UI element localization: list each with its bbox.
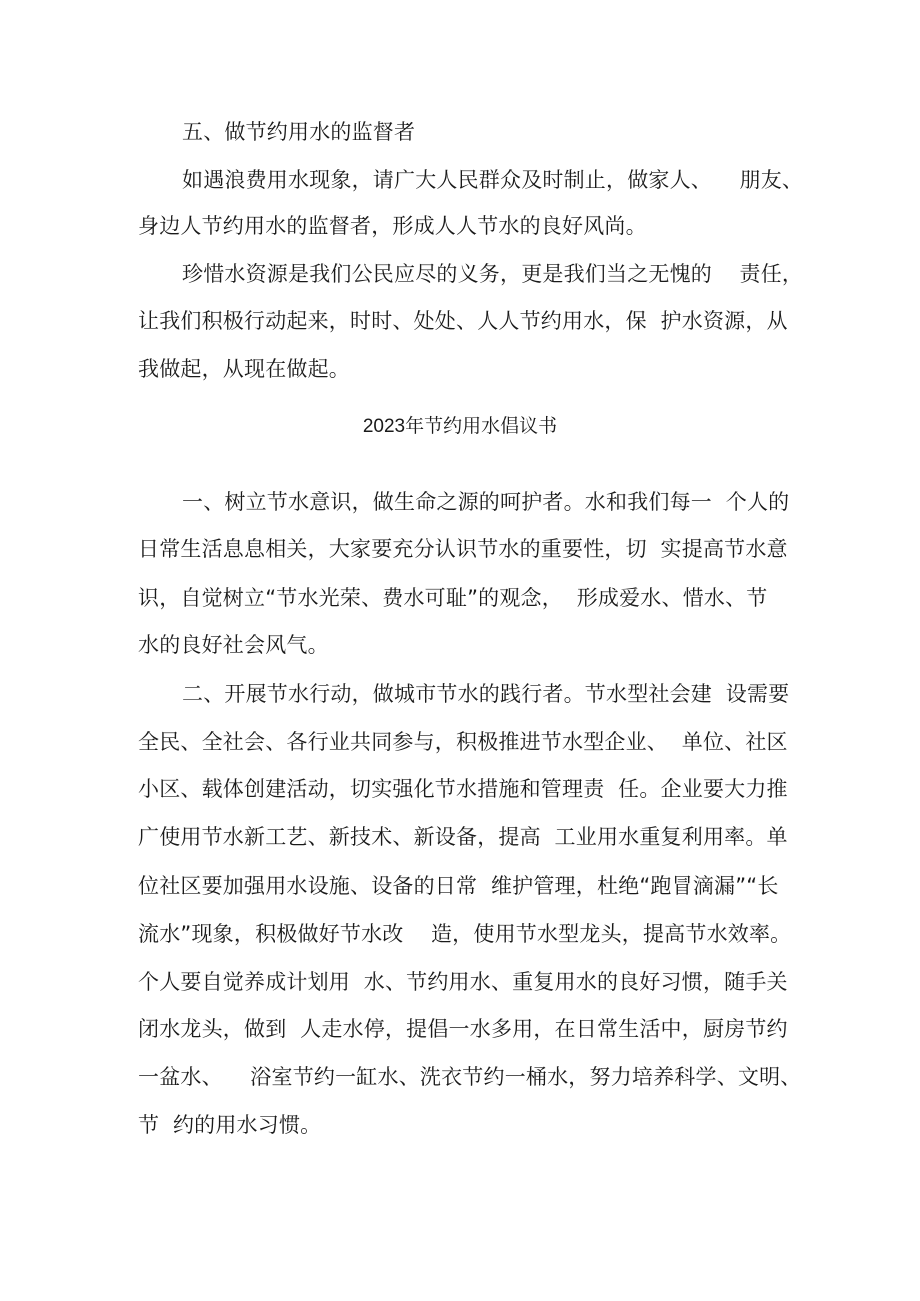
paragraph-line: 珍惜水资源是我们公民应尽的义务，更是我们当之无愧的 责任， (182, 262, 804, 286)
section-five-heading: 五、做节约用水的监督者 (182, 120, 416, 144)
paragraph-line: 闭水龙头，做到 人走水停，提倡一水多用，在日常生活中，厨房节约 (138, 1017, 788, 1041)
paragraph-line: 如遇浪费用水现象，请广大人民群众及时制止，做家人、 朋友、 (182, 168, 804, 192)
paragraph-line: 流水”现象，积极做好节水改 造，使用节水型龙头，提高节水效率。 (138, 922, 792, 946)
paragraph-line: 位社区要加强用水设施、设备的日常 维护管理，杜绝“跑冒滴漏”“长 (138, 874, 779, 898)
paragraph-line: 身边人节约用水的监督者，形成人人节水的良好风尚。 (138, 214, 647, 238)
paragraph-line: 一、树立节水意识，做生命之源的呵护者。水和我们每一 个人的 (182, 490, 790, 514)
paragraph-line: 识，自觉树立“节水光荣、费水可耻”的观念， 形成爱水、惜水、节 (138, 586, 768, 610)
paragraph-line: 一盆水、 浴室节约一缸水、洗衣节约一桶水，努力培养科学、文明、 (138, 1065, 802, 1089)
paragraph-line: 广使用节水新工艺、新技术、新设备，提高 工业用水重复利用率。单 (138, 825, 788, 849)
paragraph-line: 全民、全社会、各行业共同参与，积极推进节水型企业、 单位、社区 (138, 730, 788, 754)
paragraph-line: 让我们积极行动起来，时时、处处、人人节约用水，保 护水资源，从 (138, 309, 788, 333)
paragraph-line: 我做起，从现在做起。 (138, 357, 350, 381)
paragraph-line: 二、开展节水行动，做城市节水的践行者。节水型社会建 设需要 (182, 682, 790, 706)
paragraph-line: 水的良好社会风气。 (138, 633, 329, 657)
paragraph-line: 节 约的用水习惯。 (138, 1113, 322, 1137)
paragraph-line: 日常生活息息相关，大家要充分认识节水的重要性，切 实提高节水意 (138, 537, 788, 561)
document-title: 2023年节约用水倡议书 (362, 416, 558, 437)
paragraph-line: 个人要自觉养成计划用 水、节约用水、重复用水的良好习惯，随手关 (138, 970, 788, 994)
paragraph-line: 小区、载体创建活动，切实强化节水措施和管理责 任。企业要大力推 (138, 777, 788, 801)
